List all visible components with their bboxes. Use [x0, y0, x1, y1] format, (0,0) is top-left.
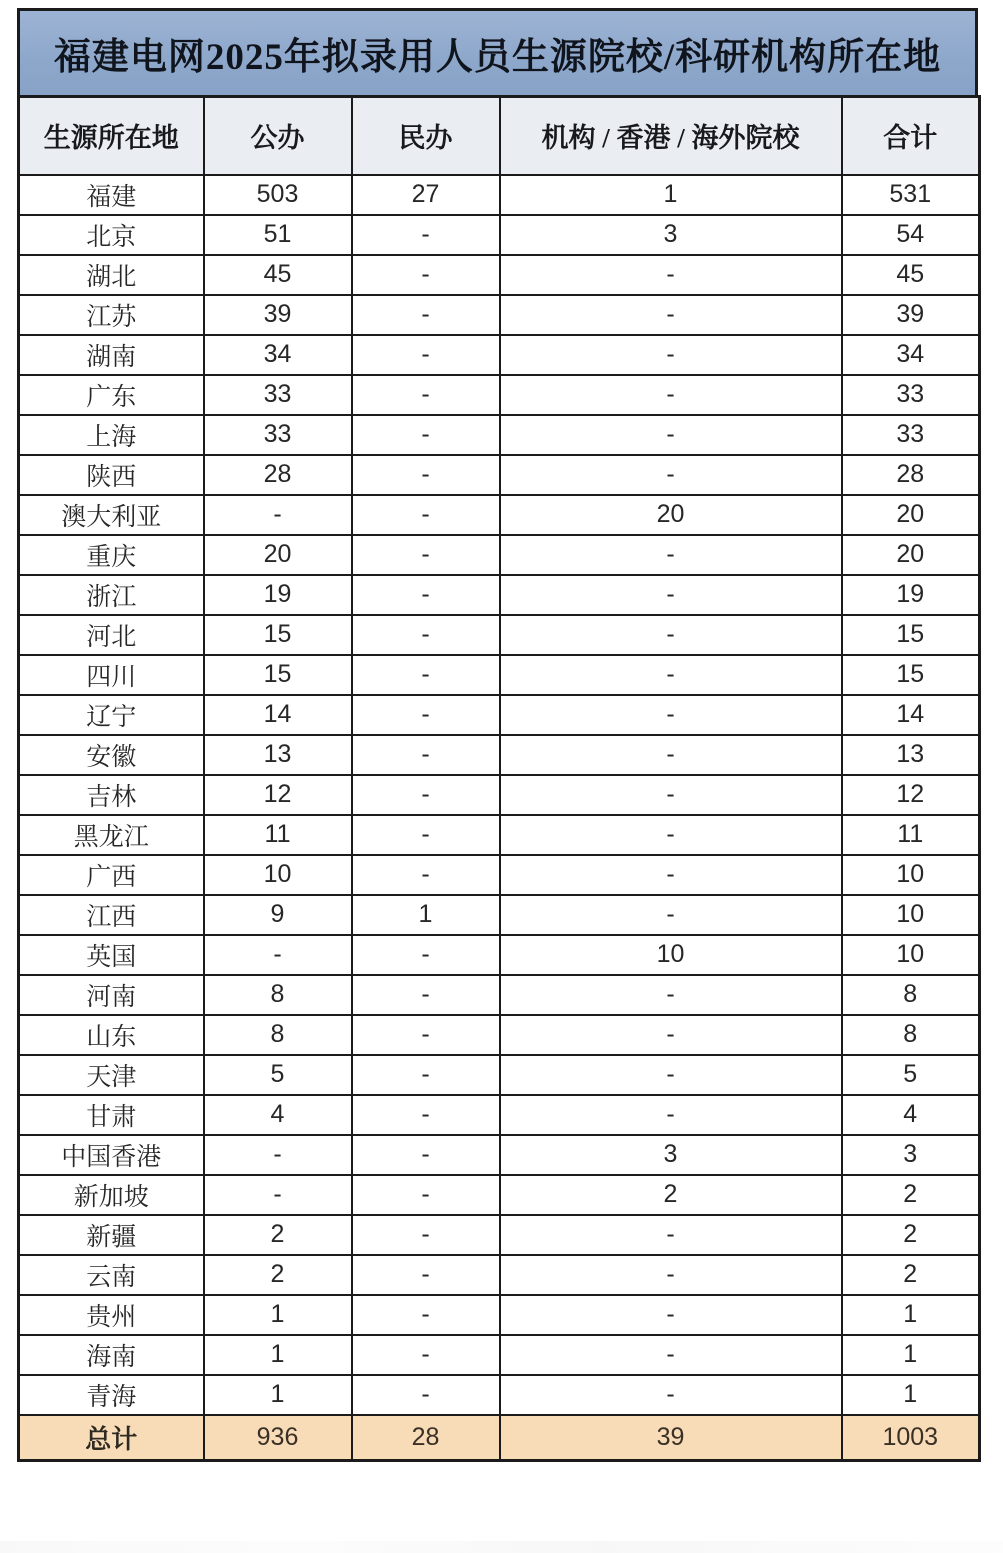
- total-label: 总计: [19, 1415, 204, 1461]
- total-row: [19, 1415, 980, 1461]
- cell-region: 青海: [19, 1375, 204, 1415]
- cell-private: -: [352, 735, 500, 775]
- cell-private: -: [352, 1055, 500, 1095]
- cell-overseas: -: [500, 1375, 842, 1415]
- header-row: [19, 97, 980, 175]
- cell-total: 531: [842, 175, 980, 215]
- table-row: [19, 1175, 980, 1215]
- cell-private: -: [352, 455, 500, 495]
- bottom-compression-artifact: [0, 1541, 1003, 1553]
- cell-public: 28: [204, 455, 352, 495]
- cell-public: 19: [204, 575, 352, 615]
- cell-private: -: [352, 1175, 500, 1215]
- cell-total: 2: [842, 1175, 980, 1215]
- table-row: [19, 1135, 980, 1175]
- header-total: 合计: [842, 97, 980, 175]
- cell-total: 20: [842, 495, 980, 535]
- cell-public: 11: [204, 815, 352, 855]
- cell-total: 1: [842, 1295, 980, 1335]
- cell-overseas: -: [500, 655, 842, 695]
- cell-region: 江西: [19, 895, 204, 935]
- table-row: [19, 495, 980, 535]
- cell-region: 上海: [19, 415, 204, 455]
- cell-region: 河南: [19, 975, 204, 1015]
- cell-overseas: -: [500, 1295, 842, 1335]
- header-public: 公办: [204, 97, 352, 175]
- table-row: [19, 615, 980, 655]
- cell-public: 503: [204, 175, 352, 215]
- cell-private: -: [352, 495, 500, 535]
- cell-public: 15: [204, 655, 352, 695]
- cell-overseas: -: [500, 815, 842, 855]
- cell-private: -: [352, 1295, 500, 1335]
- cell-region: 吉林: [19, 775, 204, 815]
- cell-public: 9: [204, 895, 352, 935]
- cell-total: 8: [842, 975, 980, 1015]
- cell-region: 天津: [19, 1055, 204, 1095]
- cell-public: 33: [204, 375, 352, 415]
- cell-overseas: -: [500, 775, 842, 815]
- table-row: [19, 735, 980, 775]
- cell-total: 15: [842, 615, 980, 655]
- cell-overseas: -: [500, 855, 842, 895]
- cell-public: -: [204, 935, 352, 975]
- cell-region: 陕西: [19, 455, 204, 495]
- cell-public: 15: [204, 615, 352, 655]
- table-row: [19, 855, 980, 895]
- cell-overseas: -: [500, 615, 842, 655]
- cell-public: 20: [204, 535, 352, 575]
- cell-public: 10: [204, 855, 352, 895]
- cell-private: -: [352, 935, 500, 975]
- cell-overseas: -: [500, 455, 842, 495]
- total-public: 936: [204, 1415, 352, 1461]
- cell-total: 45: [842, 255, 980, 295]
- table-row: [19, 1295, 980, 1335]
- cell-region: 黑龙江: [19, 815, 204, 855]
- cell-total: 8: [842, 1015, 980, 1055]
- table-row: [19, 1015, 980, 1055]
- cell-total: 2: [842, 1215, 980, 1255]
- cell-private: -: [352, 575, 500, 615]
- cell-overseas: -: [500, 695, 842, 735]
- cell-public: 51: [204, 215, 352, 255]
- table-row: [19, 815, 980, 855]
- cell-total: 14: [842, 695, 980, 735]
- cell-private: -: [352, 815, 500, 855]
- cell-private: -: [352, 255, 500, 295]
- table-footer: [19, 1415, 980, 1461]
- cell-total: 1: [842, 1375, 980, 1415]
- cell-total: 10: [842, 855, 980, 895]
- table-row: [19, 935, 980, 975]
- table-row: [19, 215, 980, 255]
- cell-overseas: -: [500, 535, 842, 575]
- cell-region: 江苏: [19, 295, 204, 335]
- cell-region: 北京: [19, 215, 204, 255]
- cell-region: 海南: [19, 1335, 204, 1375]
- cell-private: 1: [352, 895, 500, 935]
- cell-total: 5: [842, 1055, 980, 1095]
- cell-overseas: -: [500, 1215, 842, 1255]
- cell-private: -: [352, 1215, 500, 1255]
- cell-total: 33: [842, 375, 980, 415]
- cell-total: 34: [842, 335, 980, 375]
- cell-region: 新疆: [19, 1215, 204, 1255]
- table-row: [19, 335, 980, 375]
- cell-overseas: -: [500, 975, 842, 1015]
- cell-overseas: -: [500, 255, 842, 295]
- cell-region: 广东: [19, 375, 204, 415]
- cell-overseas: -: [500, 1055, 842, 1095]
- table-header: [19, 97, 980, 175]
- cell-region: 新加坡: [19, 1175, 204, 1215]
- cell-private: -: [352, 615, 500, 655]
- cell-total: 12: [842, 775, 980, 815]
- cell-region: 云南: [19, 1255, 204, 1295]
- cell-region: 甘肃: [19, 1095, 204, 1135]
- table-sheet: [17, 8, 978, 1462]
- table-row: [19, 535, 980, 575]
- cell-private: -: [352, 1375, 500, 1415]
- cell-overseas: -: [500, 335, 842, 375]
- table-row: [19, 1335, 980, 1375]
- cell-overseas: 10: [500, 935, 842, 975]
- cell-overseas: -: [500, 575, 842, 615]
- cell-public: 5: [204, 1055, 352, 1095]
- cell-overseas: -: [500, 1095, 842, 1135]
- cell-region: 辽宁: [19, 695, 204, 735]
- cell-private: -: [352, 1015, 500, 1055]
- cell-region: 河北: [19, 615, 204, 655]
- cell-private: -: [352, 855, 500, 895]
- table-row: [19, 775, 980, 815]
- cell-public: 45: [204, 255, 352, 295]
- cell-total: 11: [842, 815, 980, 855]
- cell-public: 2: [204, 1215, 352, 1255]
- cell-overseas: -: [500, 1255, 842, 1295]
- total-total: 1003: [842, 1415, 980, 1461]
- table-row: [19, 1055, 980, 1095]
- cell-total: 33: [842, 415, 980, 455]
- header-region: 生源所在地: [19, 97, 204, 175]
- cell-private: -: [352, 415, 500, 455]
- table-row: [19, 295, 980, 335]
- table-row: [19, 1255, 980, 1295]
- cell-total: 19: [842, 575, 980, 615]
- cell-overseas: -: [500, 415, 842, 455]
- cell-overseas: -: [500, 1015, 842, 1055]
- cell-total: 10: [842, 935, 980, 975]
- table-row: [19, 375, 980, 415]
- cell-region: 浙江: [19, 575, 204, 615]
- header-overseas: 机构 / 香港 / 海外院校: [500, 97, 842, 175]
- table-row: [19, 975, 980, 1015]
- cell-public: 34: [204, 335, 352, 375]
- cell-region: 贵州: [19, 1295, 204, 1335]
- cell-private: -: [352, 775, 500, 815]
- table-row: [19, 575, 980, 615]
- cell-total: 3: [842, 1135, 980, 1175]
- cell-overseas: -: [500, 295, 842, 335]
- cell-public: -: [204, 1175, 352, 1215]
- cell-region: 重庆: [19, 535, 204, 575]
- cell-private: -: [352, 1135, 500, 1175]
- table-row: [19, 455, 980, 495]
- cell-public: 1: [204, 1295, 352, 1335]
- table-body: [19, 175, 980, 1415]
- cell-total: 54: [842, 215, 980, 255]
- cell-public: 14: [204, 695, 352, 735]
- header-private: 民办: [352, 97, 500, 175]
- table-row: [19, 1215, 980, 1255]
- cell-total: 15: [842, 655, 980, 695]
- data-table: [17, 95, 981, 1462]
- cell-public: 39: [204, 295, 352, 335]
- table-row: [19, 895, 980, 935]
- cell-region: 安徽: [19, 735, 204, 775]
- cell-private: 27: [352, 175, 500, 215]
- cell-public: 2: [204, 1255, 352, 1295]
- table-row: [19, 415, 980, 455]
- cell-overseas: 3: [500, 215, 842, 255]
- cell-private: -: [352, 655, 500, 695]
- cell-public: -: [204, 1135, 352, 1175]
- cell-region: 澳大利亚: [19, 495, 204, 535]
- cell-private: -: [352, 1255, 500, 1295]
- cell-total: 13: [842, 735, 980, 775]
- table-title-band: [17, 8, 978, 95]
- cell-overseas: 2: [500, 1175, 842, 1215]
- cell-region: 福建: [19, 175, 204, 215]
- cell-region: 广西: [19, 855, 204, 895]
- cell-overseas: -: [500, 375, 842, 415]
- cell-total: 1: [842, 1335, 980, 1375]
- cell-total: 20: [842, 535, 980, 575]
- cell-private: -: [352, 375, 500, 415]
- cell-total: 4: [842, 1095, 980, 1135]
- cell-total: 39: [842, 295, 980, 335]
- cell-private: -: [352, 335, 500, 375]
- cell-public: -: [204, 495, 352, 535]
- cell-private: -: [352, 695, 500, 735]
- total-overseas: 39: [500, 1415, 842, 1461]
- cell-overseas: 1: [500, 175, 842, 215]
- cell-overseas: -: [500, 895, 842, 935]
- table-row: [19, 655, 980, 695]
- cell-private: -: [352, 535, 500, 575]
- cell-region: 湖北: [19, 255, 204, 295]
- cell-region: 中国香港: [19, 1135, 204, 1175]
- cell-public: 12: [204, 775, 352, 815]
- cell-public: 1: [204, 1335, 352, 1375]
- table-row: [19, 695, 980, 735]
- cell-region: 英国: [19, 935, 204, 975]
- cell-public: 8: [204, 1015, 352, 1055]
- cell-region: 四川: [19, 655, 204, 695]
- cell-public: 1: [204, 1375, 352, 1415]
- table-row: [19, 255, 980, 295]
- cell-private: -: [352, 1335, 500, 1375]
- cell-private: -: [352, 295, 500, 335]
- cell-overseas: 3: [500, 1135, 842, 1175]
- cell-total: 2: [842, 1255, 980, 1295]
- cell-public: 8: [204, 975, 352, 1015]
- total-private: 28: [352, 1415, 500, 1461]
- cell-private: -: [352, 1095, 500, 1135]
- cell-private: -: [352, 975, 500, 1015]
- cell-region: 湖南: [19, 335, 204, 375]
- cell-total: 10: [842, 895, 980, 935]
- cell-public: 4: [204, 1095, 352, 1135]
- cell-overseas: 20: [500, 495, 842, 535]
- cell-overseas: -: [500, 735, 842, 775]
- cell-total: 28: [842, 455, 980, 495]
- table-row: [19, 1375, 980, 1415]
- cell-private: -: [352, 215, 500, 255]
- cell-overseas: -: [500, 1335, 842, 1375]
- table-row: [19, 1095, 980, 1135]
- cell-region: 山东: [19, 1015, 204, 1055]
- table-row: [19, 175, 980, 215]
- cell-public: 13: [204, 735, 352, 775]
- page-title: 福建电网2025年拟录用人员生源院校/科研机构所在地: [53, 37, 942, 78]
- cell-public: 33: [204, 415, 352, 455]
